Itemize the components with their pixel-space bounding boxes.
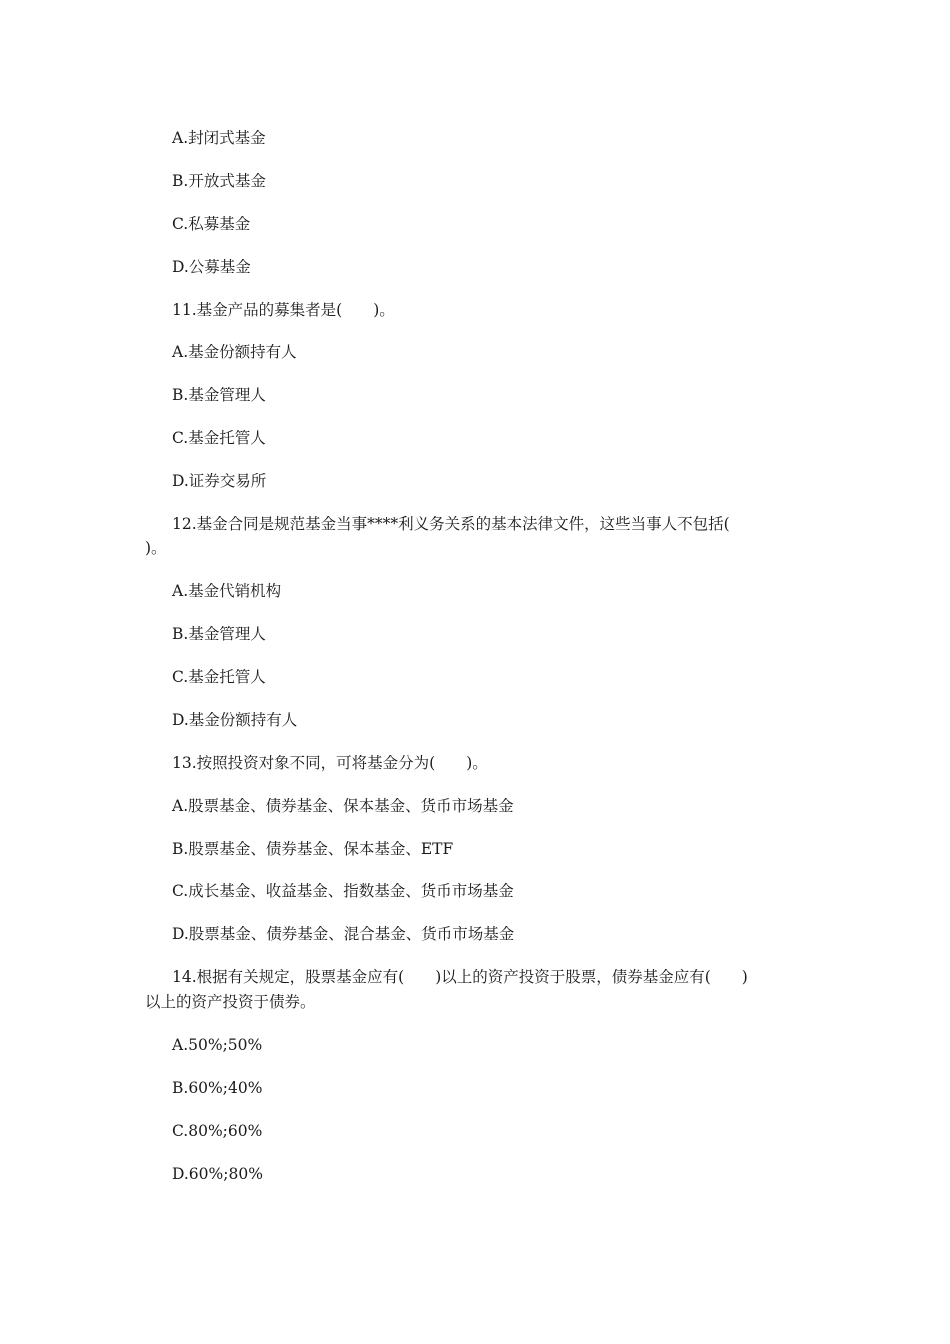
q13-stem: 13.按照投资对象不同，可将基金分为( )。 <box>172 754 488 772</box>
q12-option-c: C.基金托管人 <box>172 668 266 686</box>
q13-option-b: B.股票基金、债券基金、保本基金、ETF <box>172 840 454 858</box>
q13-option-d: D.股票基金、债券基金、混合基金、货币市场基金 <box>172 925 515 943</box>
q14-option-b: B.60%;40% <box>172 1079 263 1097</box>
q12-stem-line1: 12.基金合同是规范基金当事****利义务关系的基本法律文件，这些当事人不包括( <box>172 515 730 533</box>
q14-stem-line1: 14.根据有关规定，股票基金应有( )以上的资产投资于股票，债券基金应有( ) <box>172 968 748 986</box>
q10-option-c: C.私募基金 <box>172 215 251 233</box>
q12-option-d: D.基金份额持有人 <box>172 711 298 729</box>
q11-option-d: D.证券交易所 <box>172 472 267 490</box>
q13-option-c: C.成长基金、收益基金、指数基金、货币市场基金 <box>172 882 514 900</box>
q14-stem-line2: 以上的资产投资于债券。 <box>145 993 316 1011</box>
q14-option-a: A.50%;50% <box>172 1036 263 1054</box>
q10-option-a: A.封闭式基金 <box>172 129 266 147</box>
q10-option-d: D.公募基金 <box>172 258 251 276</box>
q12-stem-line2: )。 <box>145 539 167 557</box>
q11-stem: 11.基金产品的募集者是( )。 <box>172 301 395 319</box>
q14-option-d: D.60%;80% <box>172 1165 263 1183</box>
q11-option-a: A.基金份额持有人 <box>172 343 297 361</box>
q12-option-a: A.基金代销机构 <box>172 582 282 600</box>
q14-option-c: C.80%;60% <box>172 1122 263 1140</box>
q11-option-b: B.基金管理人 <box>172 386 266 404</box>
q13-option-a: A.股票基金、债券基金、保本基金、货币市场基金 <box>172 797 514 815</box>
q11-option-c: C.基金托管人 <box>172 429 266 447</box>
q12-option-b: B.基金管理人 <box>172 625 266 643</box>
q10-option-b: B.开放式基金 <box>172 172 266 190</box>
